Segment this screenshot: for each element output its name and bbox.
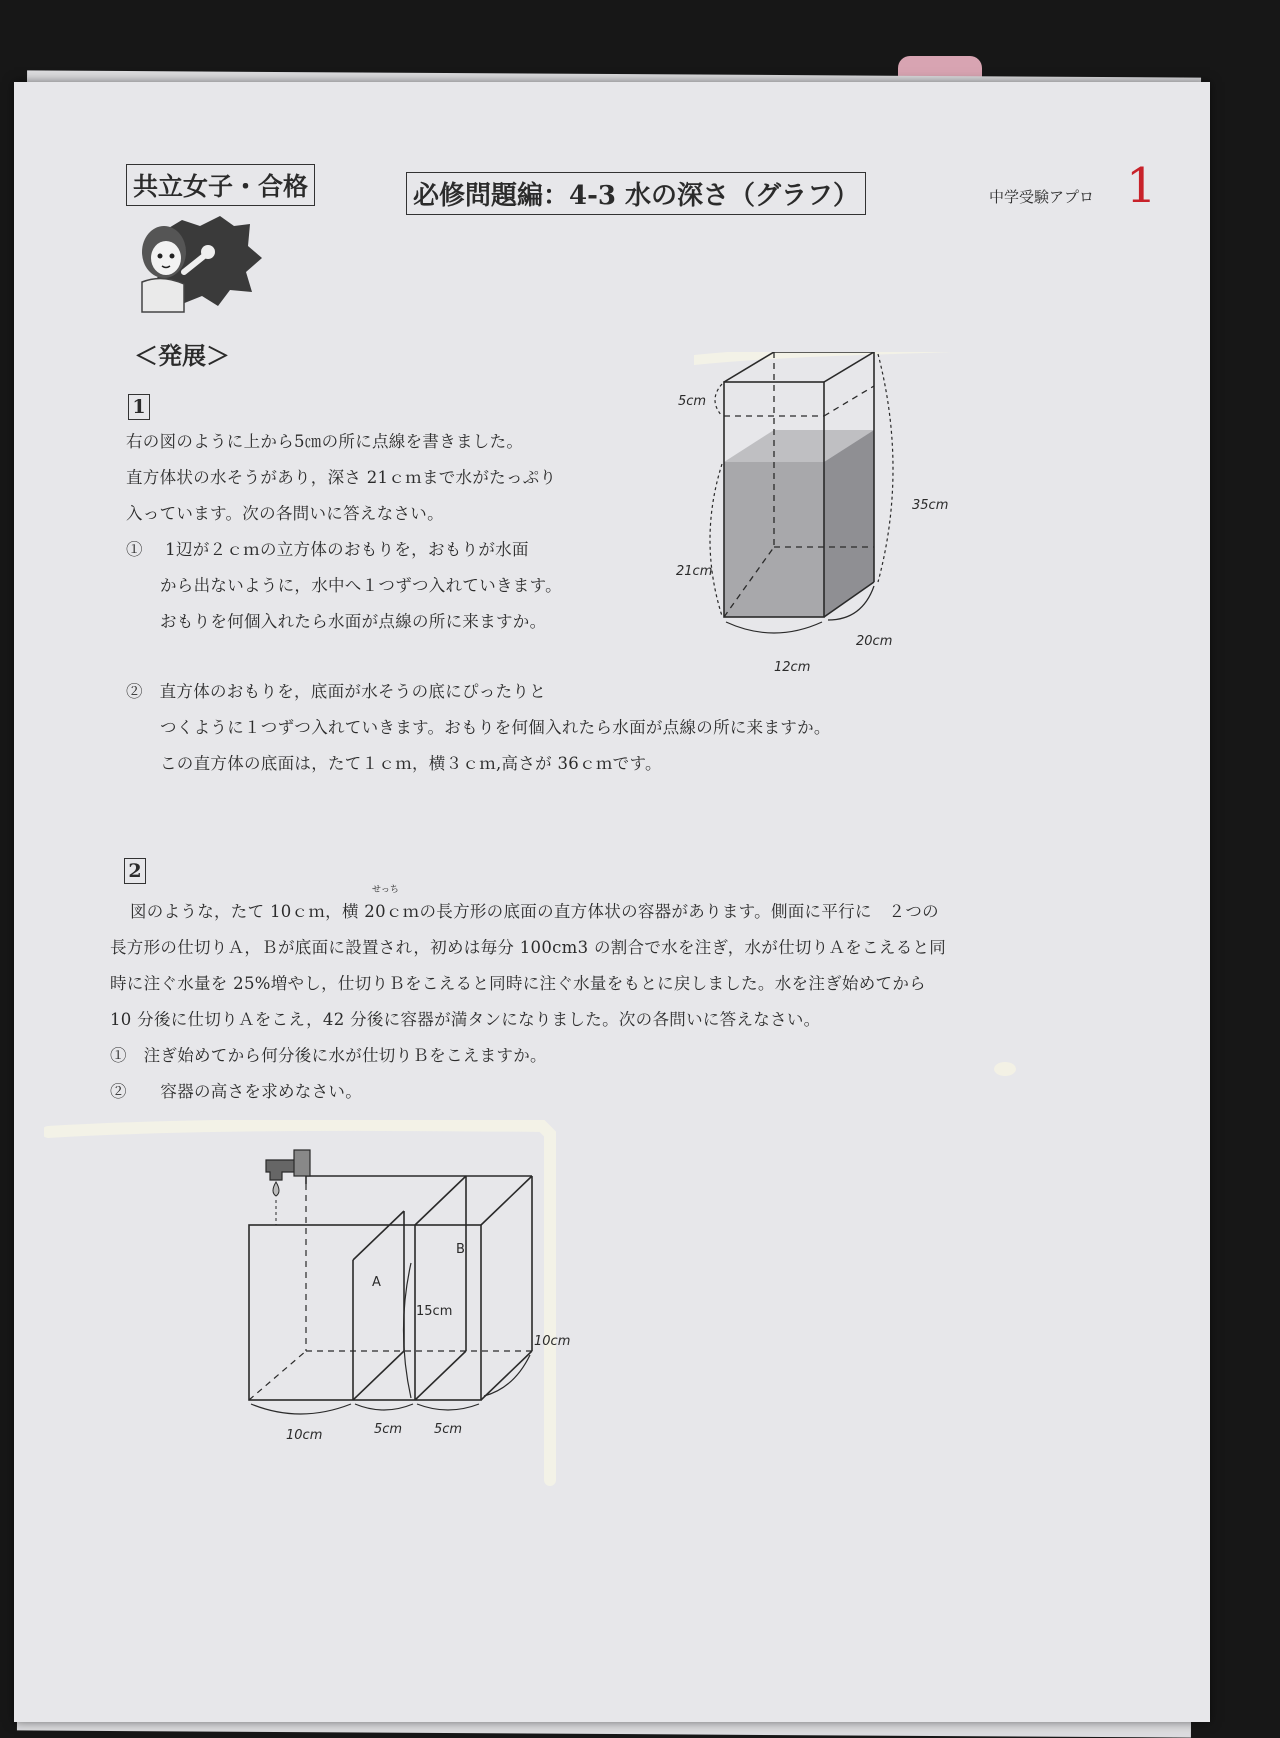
mascot-girl-illustration [122,212,272,317]
q1-sub1-line-3: おもりを何個入れたら水面が点線の所に来ますか。 [160,612,547,631]
q1-line-1: 右の図のように上から5㎝の所に点線を書きました。 [126,432,524,451]
question-1-number: 1 [128,394,150,420]
q2-line-1: 図のような，たて 10ｃｍ，横 20ｃｍの長方形の底面の直方体状の容器があります。側面に平行に ２つの [130,902,939,921]
q2-sub1: ① 注ぎ始めてから何分後に水が仕切りＢをこえますか。 [110,1046,547,1065]
label-10cm-width: 10cm [286,1428,323,1443]
partition-container-figure [44,1120,604,1490]
q1-sub2-line-1: ② 直方体のおもりを，底面が水そうの底にぴったりと [126,682,546,701]
label-partition-A: A [372,1275,381,1290]
label-5cm-b: 5cm [434,1422,463,1437]
label-12cm: 12cm [774,660,811,675]
worksheet-page [14,82,1210,1722]
q1-sub1-line-2: から出ないように，水中へ１つずつ入れていきます。 [160,576,562,595]
question-2-number: 2 [124,858,146,884]
q1-sub2-line-3: この直方体の底面は，たて１ｃｍ，横３ｃｍ,高さが 36ｃｍです。 [160,754,662,773]
q2-line-3: 時に注ぐ水量を 25%増やし，仕切りＢをこえると同時に注ぐ水量をもとに戻しました。水を注ぎ始めてから [110,974,926,993]
school-label: 共立女子・合格 [126,164,315,206]
label-5cm-a: 5cm [374,1422,403,1437]
q1-sub2-line-2: つくように１つずつ入れていきます。おもりを何個入れたら水面が点線の所に来ますか。 [160,718,831,737]
q1-line-3: 入っています。次の各問いに答えなさい。 [126,504,444,523]
label-10cm-depth: 10cm [534,1334,571,1349]
ruby-annotation: せっち [372,885,399,895]
label-20cm: 20cm [856,634,893,649]
q2-line-2: 長方形の仕切りＡ，Ｂが底面に設置され，初めは毎分 100cm3 の割合で水を注ぎ，水が仕切りＡをこえると同 [110,938,947,957]
label-35cm: 35cm [912,498,949,513]
label-partition-B: B [456,1242,465,1257]
label-5cm: 5cm [678,394,707,409]
label-15cm: 15cm [416,1304,453,1319]
q1-sub1-line-1: ① 1辺が２ｃｍの立方体のおもりを，おもりが水面 [126,540,529,559]
q2-line-4: 10 分後に仕切りＡをこえ，42 分後に容器が満タンになりました。次の各問いに答えなさい。 [110,1010,821,1029]
worksheet-title: 必修問題編：4-3 水の深さ（グラフ） [406,172,866,215]
series-label: 中学受験アプロ [989,188,1095,206]
page-number: 1 [1126,158,1157,214]
water-tank-figure [694,352,994,662]
q1-line-2: 直方体状の水そうがあり，深さ 21ｃｍまで水がたっぷり [126,468,557,487]
correction-fluid-spot [994,1062,1016,1076]
section-heading: ＜発展＞ [134,341,230,370]
q2-sub2: ② 容器の高さを求めなさい。 [110,1082,362,1101]
label-21cm: 21cm [676,564,713,579]
